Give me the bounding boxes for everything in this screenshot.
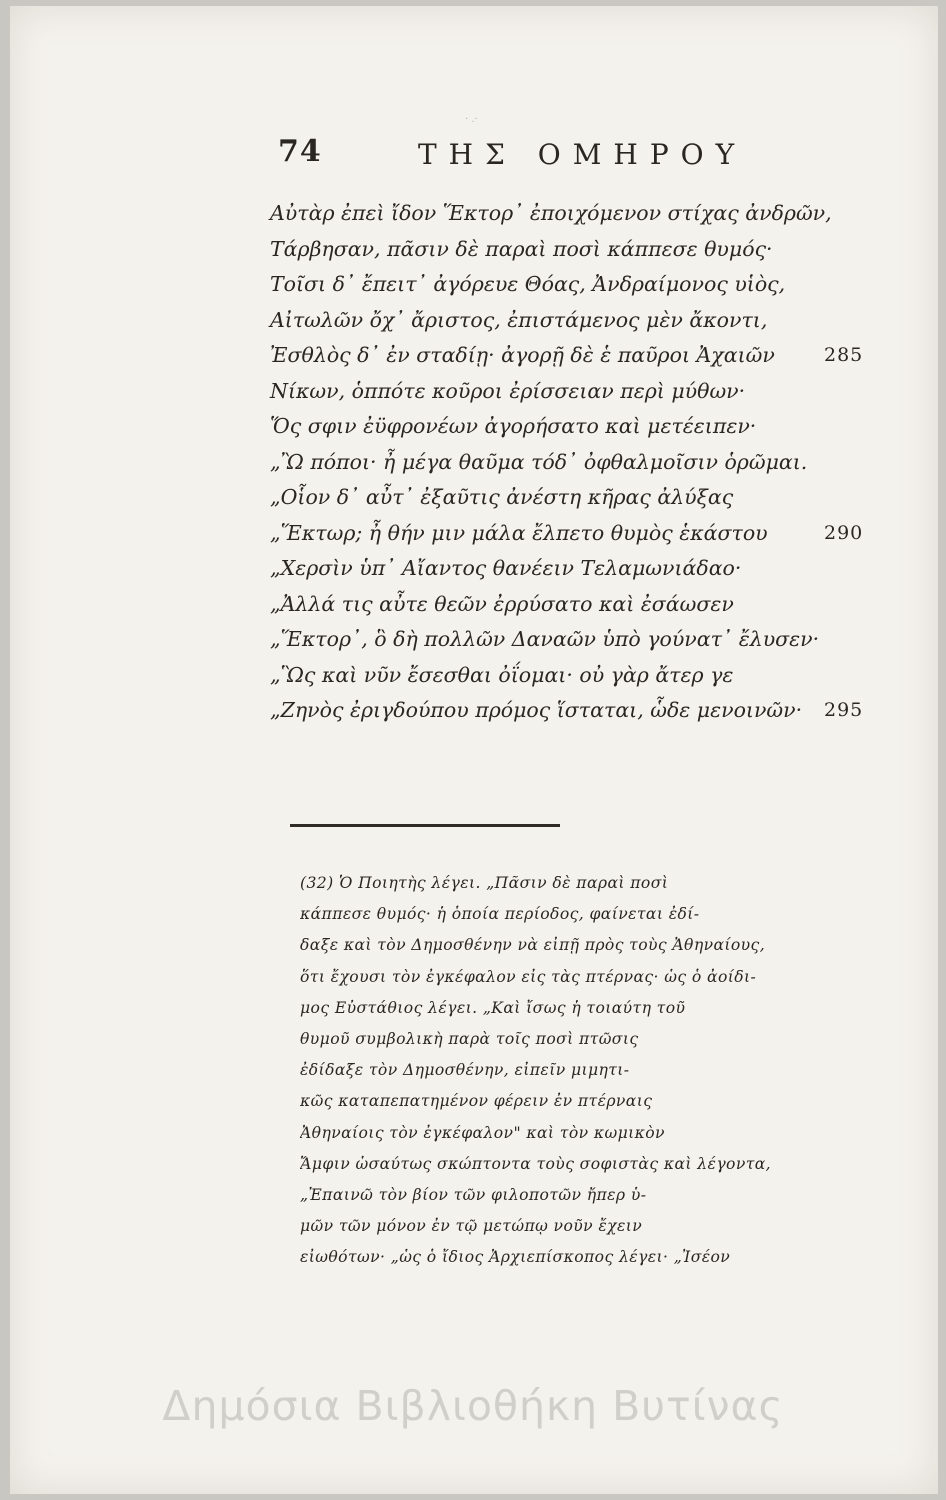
footnote-divider [290, 824, 560, 827]
footnote-line: κῶς καταπεπατημένον φέρειν ἐν πτέρναις [300, 1092, 653, 1111]
verse-line [270, 338, 910, 374]
verse-number: 295 [824, 699, 864, 721]
verse-text: „Ἕκτορ᾽, ὃ δὴ πολλῶν Δαναῶν ὑπὸ γούνατ᾽ ἔλυσεν· [270, 627, 820, 651]
verse-text: „Ὣς καὶ νῦν ἔσεσθαι ὀΐομαι· οὐ γὰρ ἄτερ γε [270, 662, 734, 687]
verse-text: Ἐσθλὸς δ᾽ ἐν σταδίῃ· ἀγορῇ δὲ ἑ παῦροι Ἀχαιῶν [270, 343, 775, 367]
verse-text: „Ἕκτωρ; ἦ θήν μιν μάλα ἔλπετο θυμὸς ἑκάστου [270, 520, 768, 545]
verse-text: „Οἷον δ᾽ αὖτ᾽ ἐξαῦτις ἀνέστη κῆρας ἀλύξας [270, 485, 734, 509]
verse-line [270, 409, 910, 445]
verse-text: „Ἀλλά τις αὖτε θεῶν ἐρρύσατο καὶ ἐσάωσεν [270, 591, 734, 616]
verse-text: Ὅς σφιν ἐϋφρονέων ἀγορήσατο καὶ μετέειπεν· [270, 414, 757, 438]
verse-text: Αὐτὰρ ἐπεὶ ἴδον Ἕκτορ᾽ ἐποιχόμενον στίχας ἀνδρῶν, [270, 201, 832, 225]
page-number: 74 [278, 134, 322, 169]
verse-line [270, 232, 910, 268]
footnote-block [300, 868, 910, 1273]
verse-block [270, 196, 910, 729]
verse-line [270, 693, 910, 729]
footnote-line: ὅτι ἔχουσι τὸν ἐγκέφαλον εἰς τὰς πτέρνας· ὡς ὁ ἀοίδι- [300, 967, 757, 986]
verse-line [270, 480, 910, 516]
verse-line [270, 445, 910, 481]
footnote-line: μος Εὐστάθιος λέγει. „Καὶ ἴσως ἡ τοιαύτη τοῦ [300, 998, 686, 1017]
verse-text: „Χερσὶν ὑπ᾽ Αἴαντος θανέειν Τελαμωνιάδαο· [270, 556, 742, 580]
verse-line [270, 551, 910, 587]
running-head: ΤΗΣ ΟΜΗΡΟΥ [418, 138, 747, 171]
verse-line [270, 516, 910, 552]
verse-line [270, 658, 910, 694]
footnote-line: ἐδίδαξε τὸν Δημοσθένην, εἰπεῖν μιμητι- [300, 1061, 630, 1080]
footnote-line: (32) Ὁ Ποιητὴς λέγει. „Πᾶσιν δὲ παραὶ ποσὶ [300, 874, 669, 892]
ink-smudge-icon: · .· [465, 114, 478, 125]
footnote-line: Ἀθηναίοις τὸν ἐγκέφαλον" καὶ τὸν κωμικὸν [300, 1123, 665, 1142]
verse-line [270, 587, 910, 623]
footnote-line: θυμοῦ συμβολικὴ παρὰ τοῖς ποσὶ πτῶσις [300, 1029, 639, 1048]
verse-line [270, 622, 910, 658]
verse-text: „Ὢ πόποι· ἦ μέγα θαῦμα τόδ᾽ ὀφθαλμοῖσιν ὁρῶμαι. [270, 449, 808, 474]
verse-line [270, 267, 910, 303]
verse-text: Νίκων, ὁππότε κοῦροι ἐρίσσειαν περὶ μύθων· [270, 378, 746, 403]
verse-text: „Ζηνὸς ἐριγδούπου πρόμος ἵσταται, ὧδε μενοινῶν· [270, 698, 803, 722]
footnote-line: εἰωθότων· „ὡς ὁ ἴδιος Ἀρχιεπίσκοπος λέγει· „Ἰσέον [300, 1248, 731, 1267]
verse-text: Αἰτωλῶν ὄχ᾽ ἄριστος, ἐπιστάμενος μὲν ἄκοντι, [270, 307, 768, 332]
verse-text: Τοῖσι δ᾽ ἔπειτ᾽ ἀγόρευε Θόας, Ἀνδραίμονος υἱὸς, [270, 272, 786, 296]
verse-number: 290 [824, 521, 864, 544]
footnote-line: Ἄμφιν ὡσαύτως σκώπτοντα τοὺς σοφιστὰς καὶ λέγοντα, [300, 1154, 772, 1173]
footnote-line: μῶν τῶν μόνον ἐν τῷ μετώπῳ νοῦν ἔχειν [300, 1217, 643, 1236]
footnote-line: δαξε καὶ τὸν Δημοσθένην νὰ εἰπῇ πρὸς τοὺς Ἀθηναίους, [300, 936, 766, 955]
library-watermark: Δημόσια Βιβλιοθήκη Βυτίνας [162, 1382, 784, 1430]
verse-line [270, 196, 910, 232]
verse-text: Τάρβησαν, πᾶσιν δὲ παραὶ ποσὶ κάππεσε θυμός· [270, 236, 773, 261]
footnote-line: κάππεσε θυμός· ἡ ὁποία περίοδος, φαίνεται ἐδί- [300, 905, 700, 924]
verse-number: 285 [824, 344, 864, 366]
verse-line [270, 303, 910, 339]
footnote-line: „Ἐπαινῶ τὸν βίον τῶν φιλοποτῶν ἤπερ ὑ- [300, 1185, 647, 1204]
verse-line [270, 374, 910, 410]
